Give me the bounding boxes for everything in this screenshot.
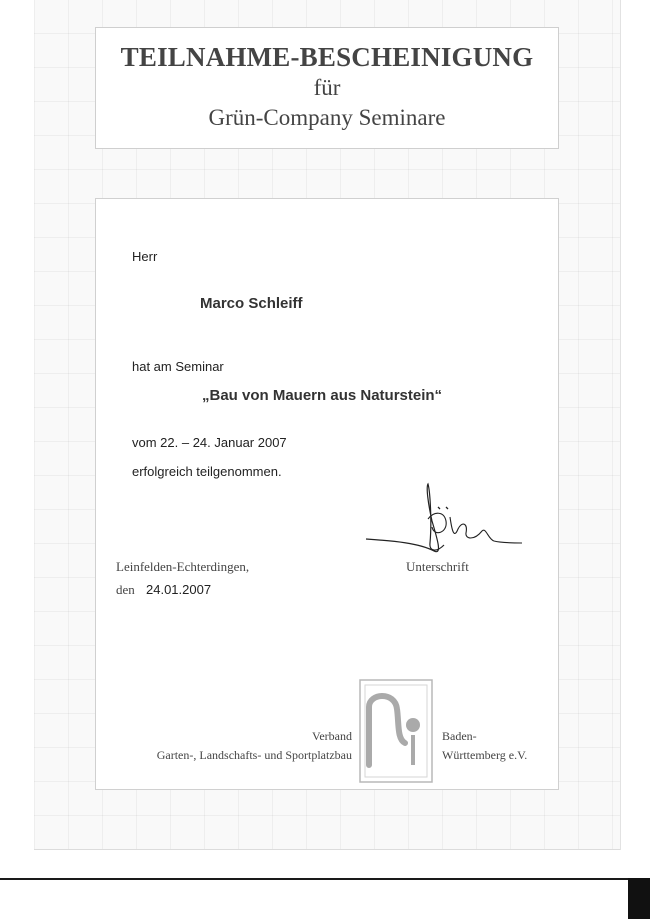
- date-prefix: den: [116, 582, 135, 597]
- certificate-header: [95, 27, 559, 149]
- signature-label: Unterschrift: [406, 559, 469, 574]
- scan-edge-line: [0, 878, 630, 880]
- association-logo-icon: [359, 679, 433, 783]
- company-name: Grün-Company Seminare: [208, 105, 446, 130]
- seminar-dates: vom 22. – 24. Januar 2007: [132, 435, 287, 450]
- intro-text: hat am Seminar: [132, 359, 224, 374]
- salutation: Herr: [132, 249, 158, 264]
- association-line-2-right: Württemberg e.V.: [442, 748, 528, 762]
- scan-edge-block: [628, 878, 650, 919]
- association-line-1-left: Verband: [312, 729, 352, 743]
- sheet-edge: [34, 849, 620, 850]
- seminar-title: „Bau von Mauern aus Naturstein“: [202, 387, 443, 404]
- participant-name: Marco Schleiff: [200, 295, 303, 312]
- signing-place: Leinfelden-Echterdingen,: [116, 559, 250, 574]
- outcome-text: erfolgreich teilgenommen.: [132, 464, 282, 479]
- issue-date: 24.01.2007: [146, 582, 212, 597]
- certificate-title-for: für: [313, 75, 341, 100]
- certificate-title: TEILNAHME-BESCHEINIGUNG: [120, 42, 534, 72]
- association-line-1-right: Baden-: [442, 729, 477, 743]
- association-line-2-left: Garten-, Landschafts- und Sportplatzbau: [156, 748, 352, 762]
- signature-icon: [364, 481, 524, 561]
- certificate-body: [95, 198, 559, 790]
